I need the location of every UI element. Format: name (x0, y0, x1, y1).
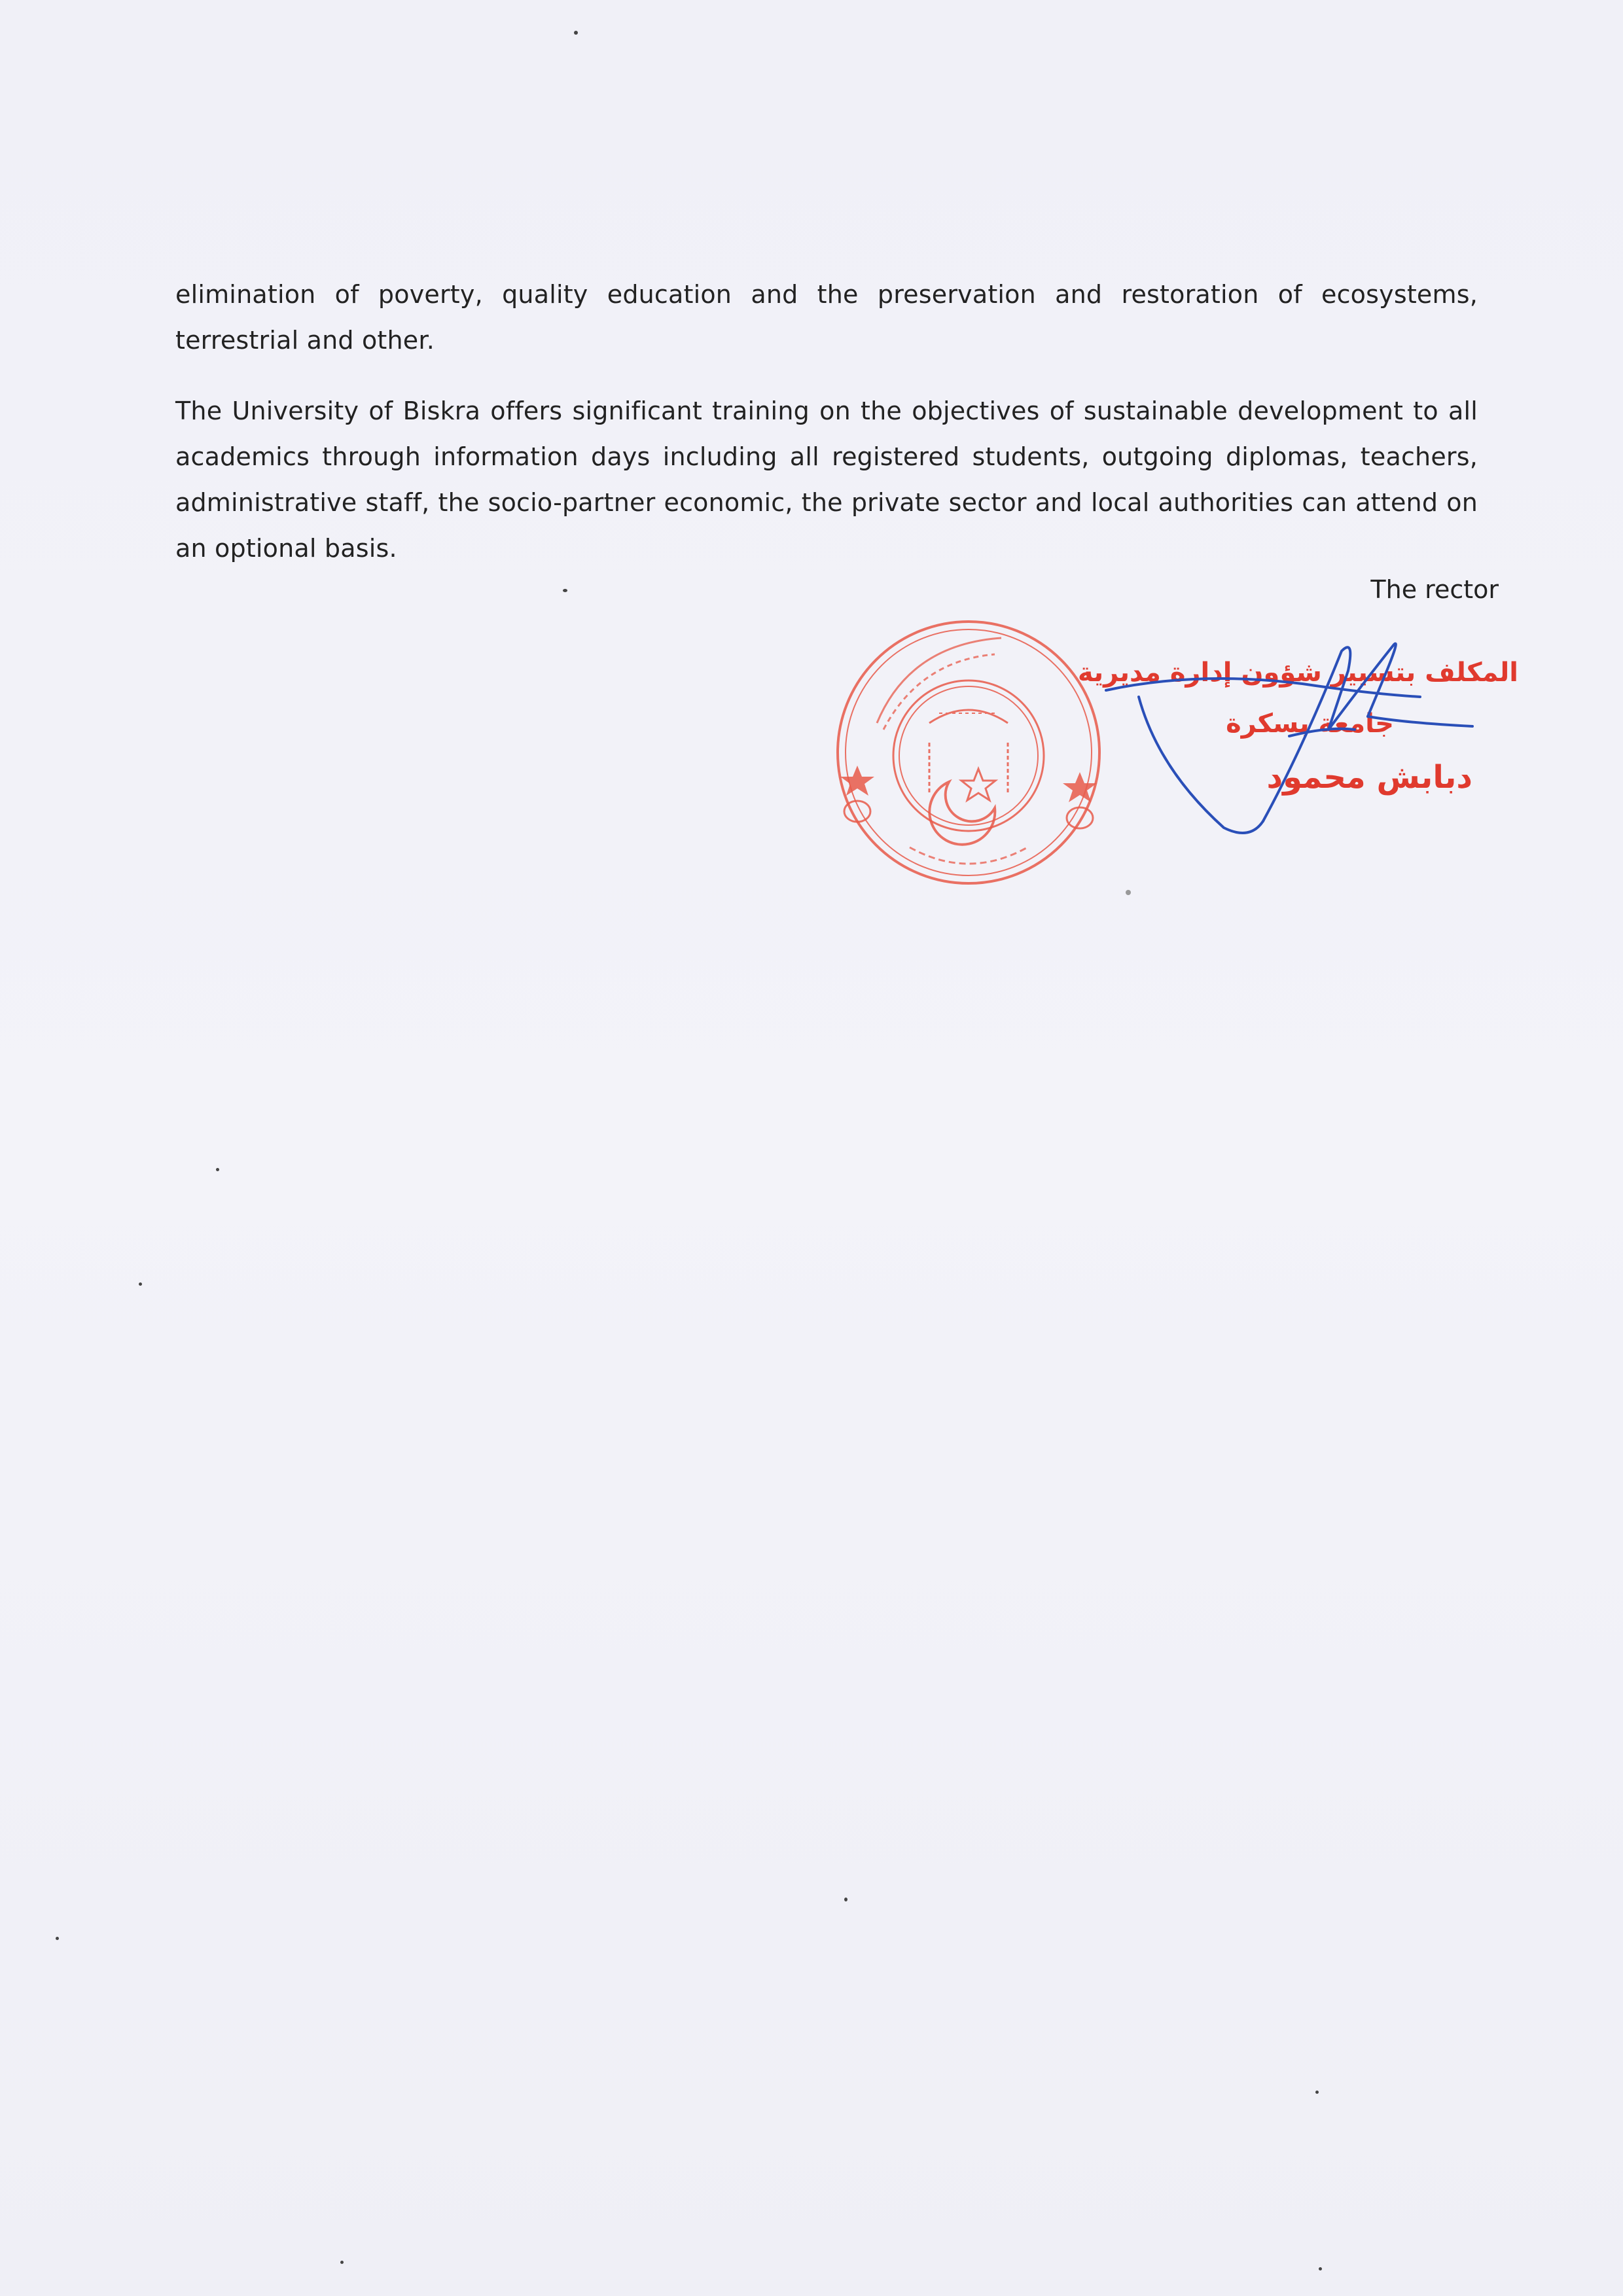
scan-speck (574, 31, 578, 35)
stamp-title-line: المكلف بتسيير شؤون إدارة مديرية (1077, 658, 1518, 688)
stamp-name-line: دبابش محمود (1266, 759, 1472, 796)
scan-speck (563, 589, 567, 592)
scan-speck (1126, 890, 1131, 895)
paragraph-1: elimination of poverty, quality education and the preservation and restoration of ecosystems, terrestrial and other. (175, 280, 1478, 355)
scan-speck (844, 1898, 847, 1901)
scan-speck (56, 1937, 59, 1940)
scan-speck (139, 1282, 142, 1286)
handwritten-signature-icon (831, 599, 1512, 913)
signoff-title: The rector (1370, 575, 1499, 604)
scan-speck (340, 2261, 344, 2264)
scan-speck (216, 1168, 219, 1171)
scan-speck (1319, 2267, 1322, 2270)
paragraph-2: The University of Biskra offers significant training on the objectives of sustainable development to all academics through information days including all registered students, outgoing diplomas, teachers, administrative staff, the socio-partner economic, the private sector and local authorities can attend on an optional basis. (175, 397, 1478, 563)
scan-speck (1315, 2091, 1319, 2094)
stamp-institution-line: جامعة بسكرة (1226, 709, 1394, 739)
official-stamp-block (831, 599, 1518, 913)
